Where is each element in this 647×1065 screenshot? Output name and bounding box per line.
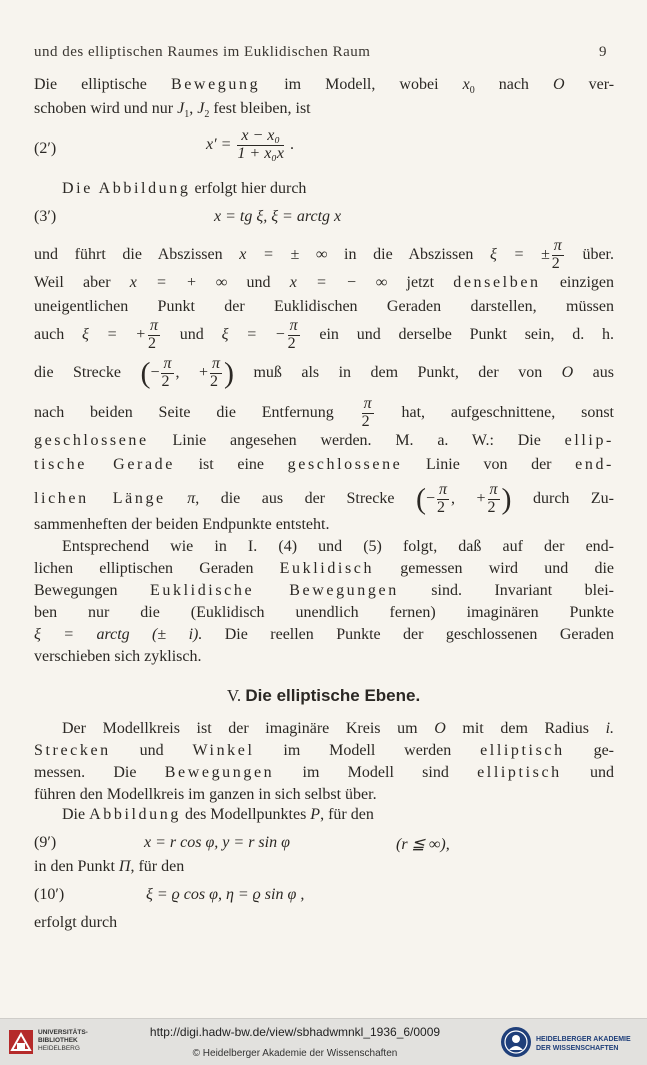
- para3-line7: geschlossene Linie angesehen werden. M. a. W.: Die ellip-: [34, 432, 614, 449]
- equation-number: (2′): [34, 140, 57, 157]
- permalink-url[interactable]: http://digi.hadw-bw.de/view/sbhadwmnkl_1936_6/0009: [149, 1025, 441, 1039]
- para5-line1: Der Modellkreis ist der imaginäre Kreis um O mit dem Radius i.: [62, 720, 615, 737]
- para5-line4: führen den Modellkreis im ganzen in sich selbst über.: [34, 786, 377, 803]
- running-title: und des elliptischen Raumes im Euklidischen Raum: [34, 44, 371, 60]
- para1-line2: schoben wird und nur $J_1$, $J_2$ fest bleiben, ist: [34, 100, 311, 121]
- para3-line9: lichen Länge π, die aus der Strecke (− $\frac{\pi}{2}$ , + $\frac{\pi}{2}$ ) durch Zu-: [34, 481, 615, 516]
- equation-2: (2′) x′ = $\frac{\text{x − x₀}}{\text{1 + x₀x}}$ .: [34, 127, 294, 162]
- para2: Die Abbildung erfolgt hier durch: [62, 180, 307, 197]
- para6: in den Punkt Π, für den: [34, 858, 185, 875]
- section-heading: V. Die elliptische Ebene.: [226, 686, 421, 705]
- para4-line5: ξ = arctg (± i). Die reellen Punkte der geschlossenen Geraden: [34, 626, 614, 643]
- fraction: $\frac{\text{x − x₀}}{\text{1 + x₀x}}$: [237, 127, 284, 162]
- para5-line3: messen. Die Bewegungen im Modell sind elliptisch und: [34, 764, 615, 781]
- page-number: 9: [599, 44, 607, 60]
- para3-line5: die Strecke (− $\frac{\pi}{2}$ , + $\frac{\pi}{2}$ ) muß als in dem Punkt, der von O aus: [34, 355, 615, 390]
- para4-line1: Entsprechend wie in I. (4) und (5) folgt, daß auf der end-: [62, 538, 614, 555]
- para3-line1: und führt die Abszissen x = ± ∞ in die Abszissen ξ = ± $\frac{\pi}{2}$ über.: [34, 237, 615, 272]
- para5-line2: Strecken und Winkel im Modell werden elliptisch ge-: [34, 742, 615, 759]
- footer-bar: [0, 1018, 647, 1065]
- library-emblem-icon: [8, 1029, 34, 1055]
- document-page: und des elliptischen Raumes im Euklidischen Raum 9 Die elliptische Bewegung im Modell, wobei $x_0$ nach O ver- schoben wird und nur $J_1$, $J_2$ fest bleiben, ist (2′) x′ = $\frac{\text{x − x₀}}{\text{1 + x₀x}}$ . Die Abbildung erfolgt hier durch (3′) x = tg ξ, ξ = arctg x und führt die Abszissen x = ± ∞ in die Abszissen ξ = ± $\frac{\pi}{2}$ über. Weil aber x = + ∞ und x = − ∞ jetzt denselben einzigen uneigentlichen Punkt der Euklidischen Geraden darstellen, müssen auch ξ = + $\frac{\pi}{2}$ und ξ = − $\frac{\pi}{2}$ ein und derselbe Punkt sein, d. h. die Strecke (− $\frac{\pi}{2}$ , + $\frac{\pi}{2}$ ) muß als in dem Punkt, der von O aus nach beiden Seite die Entfernung $\frac{\pi}{2}$ hat, aufgeschnittene, sonst geschlossene Linie angesehen werden. M. a. W.: Die ellip- tische Gerade ist eine geschlossene Linie von der end- lichen Länge π, die aus der Strecke (− $\frac{\pi}{2}$ , + $\frac{\pi}{2}$ ) durch Zu- sammenheften der beiden Endpunkte entsteht. Entsprechend wie in I. (4) und (5) folgt, daß auf der end- lichen elliptischen Geraden Euklidisch gemessen wird und die Bewegungen Euklidische Bewegungen sind. Invariant blei- ben nur die (Euklidisch unendlich fernen) imaginären Punkte ξ = arctg (± i). Die reellen Punkte der geschlossenen Geraden verschieben sich zyklisch. V. Die elliptische Ebene. Der Modellkreis ist der imaginäre Kreis um O mit dem Radius i. Strecken und Winkel im Modell werden elliptisch ge- messen. Die Bewegungen im Modell sind elliptisch und führen den Modellkreis im ganzen in sich selbst über. Die Abbildung des Modellpunktes P, für den (9′) x = r cos φ, y = r sin φ (r ≦ ∞), in den Punkt Π, für den (10′) ξ = ϱ cos φ, η = ϱ sin φ , erfolgt durch: [0, 0, 647, 1018]
- para4-line6: verschieben sich zyklisch.: [34, 648, 202, 665]
- para4-line2: lichen elliptischen Geraden Euklidisch gemessen wird und die: [34, 560, 614, 577]
- copyright-notice: © Heidelberger Akademie der Wissenschaften: [192, 1048, 398, 1059]
- academy-logo[interactable]: HEIDELBERGER AKADEMIE DER WISSENSCHAFTEN: [500, 1026, 645, 1060]
- para4-line3: Bewegungen Euklidische Bewegungen sind. Invariant blei-: [34, 582, 615, 599]
- academy-seal-icon: [500, 1026, 532, 1058]
- para4-line4: ben nur die (Euklidisch unendlich fernen) imaginären Punkte: [34, 604, 614, 621]
- para3-line2: Weil aber x = + ∞ und x = − ∞ jetzt denselben einzigen: [34, 274, 615, 291]
- para3-line8: tische Gerade ist eine geschlossene Linie von der end-: [34, 456, 614, 473]
- para7: erfolgt durch: [34, 914, 118, 931]
- para5-line5: Die Abbildung des Modellpunktes P, für den: [62, 806, 374, 823]
- para3-line3: uneigentlichen Punkt der Euklidischen Geraden darstellen, müssen: [34, 298, 614, 315]
- university-library-logo[interactable]: UNIVERSITÄTS- BIBLIOTHEK HEIDELBERG: [8, 1027, 128, 1059]
- equation-number: (3′): [34, 208, 57, 225]
- para3-line6: nach beiden Seite die Entfernung $\frac{\pi}{2}$ hat, aufgeschnittene, sonst: [34, 395, 615, 430]
- para3-line4: auch ξ = + $\frac{\pi}{2}$ und ξ = − $\frac{\pi}{2}$ ein und derselbe Punkt sein, d. h.: [34, 317, 615, 352]
- equation-number: (9′): [34, 834, 57, 851]
- para3-line10: sammenheften der beiden Endpunkte entsteht.: [34, 516, 330, 533]
- para1-line1: Die elliptische Bewegung im Modell, wobei $x_0$ nach O ver-: [34, 76, 615, 97]
- equation-number: (10′): [34, 886, 65, 903]
- running-header: [34, 44, 607, 61]
